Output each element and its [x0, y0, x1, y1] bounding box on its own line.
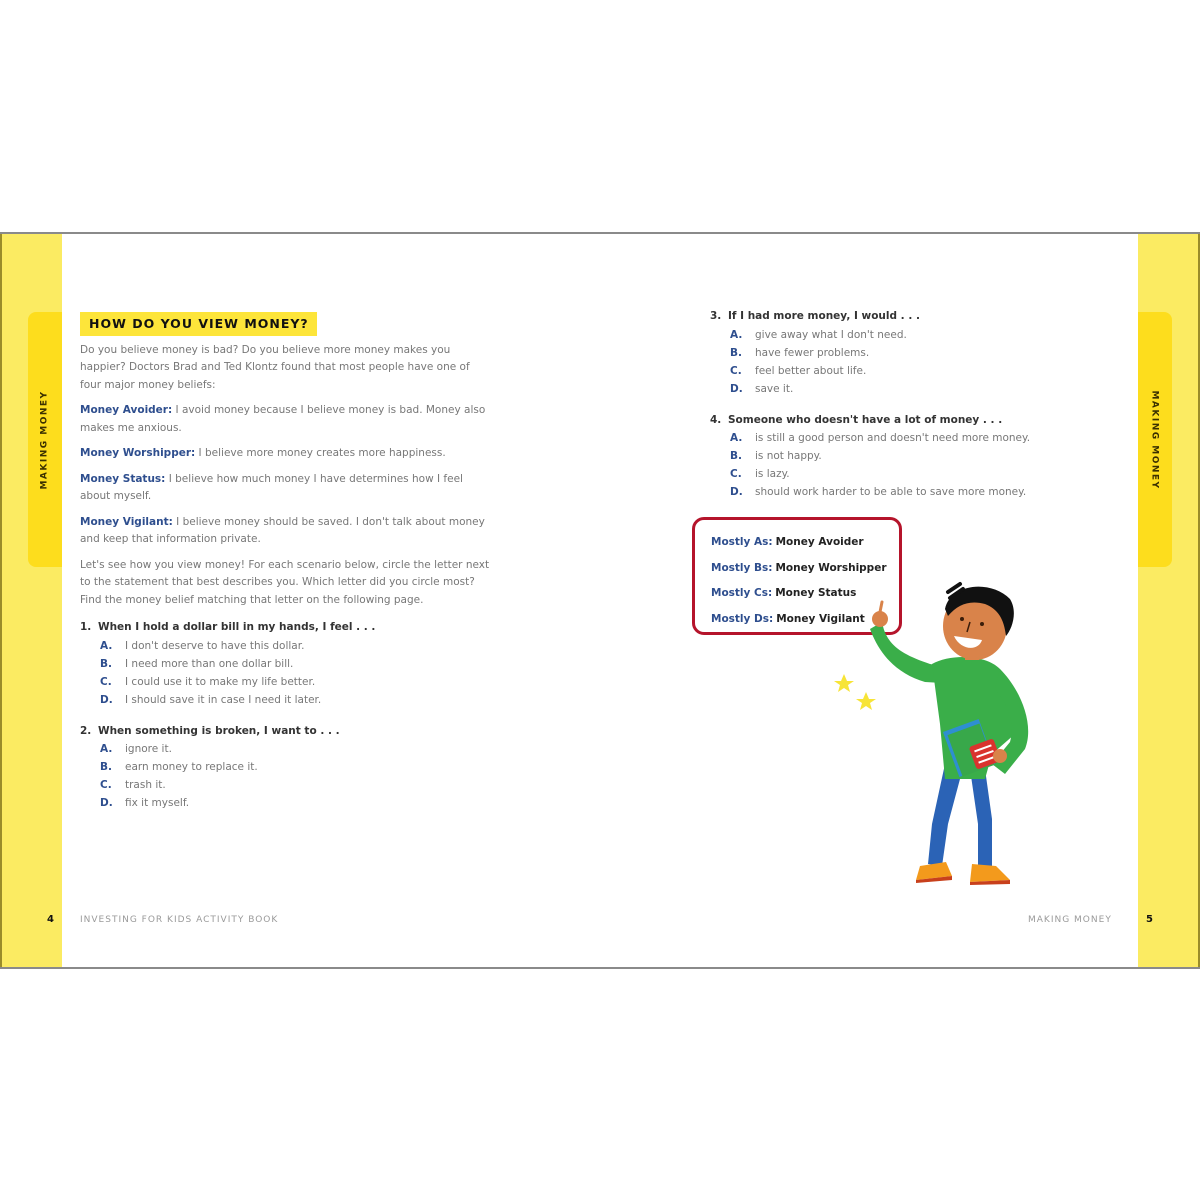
option-letter: C. [730, 468, 742, 480]
option-letter: D. [100, 797, 113, 809]
option-c[interactable] [710, 362, 1090, 380]
result-key: Mostly Ds: [711, 612, 774, 625]
option-letter: A. [730, 432, 743, 444]
belief-term: Money Status: [80, 472, 166, 485]
question-number: 1. [80, 621, 92, 633]
belief-money-worshipper [80, 445, 490, 463]
option-letter: B. [100, 657, 112, 670]
page-number-right: 5 [1146, 914, 1153, 925]
question-prompt [710, 308, 1090, 326]
sparkle-icon [834, 674, 876, 710]
page-number-left: 4 [47, 914, 54, 925]
option-letter: D. [100, 693, 113, 706]
option-a[interactable] [710, 429, 1090, 447]
option-text: I could use it to make my life better. [125, 675, 316, 688]
option-c[interactable] [80, 776, 490, 794]
option-text: is not happy. [755, 450, 822, 462]
option-b[interactable] [710, 447, 1090, 465]
option-letter: A. [730, 328, 743, 341]
belief-text: I avoid money because I believe money is bad. Money also makes me anxious. [80, 404, 486, 434]
option-d[interactable] [710, 380, 1090, 398]
question-prompt [80, 723, 490, 741]
belief-term: Money Worshipper: [80, 447, 196, 459]
option-letter: D. [730, 486, 743, 498]
question-4 [710, 412, 1090, 502]
option-letter: B. [100, 761, 112, 773]
right-page-content [710, 308, 1090, 501]
belief-text: I believe more money creates more happiness. [195, 447, 446, 459]
option-letter: B. [730, 346, 742, 359]
question-3 [710, 308, 1090, 398]
option-b[interactable] [710, 344, 1090, 362]
boy-illustration [820, 574, 1050, 914]
question-text: Someone who doesn't have a lot of money . . . [728, 413, 1003, 426]
result-key: Mostly Cs: [711, 587, 773, 599]
option-d[interactable] [80, 691, 490, 709]
belief-money-status [80, 471, 490, 506]
option-text: give away what I don't need. [755, 328, 907, 341]
option-text: trash it. [125, 779, 166, 791]
right-page-edge [1138, 234, 1200, 967]
option-text: earn money to replace it. [125, 761, 258, 773]
running-footer-left: INVESTING FOR KIDS ACTIVITY BOOK [80, 915, 279, 925]
running-footer-right: MAKING MONEY [1028, 915, 1112, 925]
question-text: If I had more money, I would . . . [728, 310, 920, 322]
belief-money-avoider [80, 402, 490, 437]
left-page-edge [0, 234, 62, 967]
option-text: I don't deserve to have this dollar. [125, 639, 305, 652]
option-c[interactable] [710, 465, 1090, 483]
belief-term: Money Vigilant: [80, 515, 173, 528]
instructions-paragraph: Let's see how you view money! For each scenario below, circle the letter next to the statement that best describes you. Which letter did you circle most? Find the money belief matching that letter on the following page. [80, 558, 490, 606]
option-text: is still a good person and doesn't need more money. [755, 432, 1031, 444]
section-heading: HOW DO YOU VIEW MONEY? [80, 312, 317, 336]
question-1 [80, 619, 490, 709]
option-text: I should save it in case I need it later. [125, 693, 322, 706]
belief-term: Money Avoider: [80, 404, 173, 416]
question-2 [80, 723, 490, 813]
result-key: Mostly Bs: [711, 561, 773, 574]
result-value: Money Avoider [775, 536, 864, 548]
chapter-tab-label: MAKING MONEY [1150, 389, 1161, 490]
question-text: When something is broken, I want to . . . [98, 724, 340, 737]
book-spread [0, 232, 1200, 969]
option-letter: C. [100, 779, 112, 791]
result-value: Money Status [775, 587, 857, 599]
result-mostly-as [711, 530, 899, 556]
belief-text: I believe how much money I have determines how I feel about myself. [80, 472, 463, 502]
option-letter: B. [730, 450, 742, 462]
question-number: 3. [710, 310, 722, 322]
option-d[interactable] [710, 483, 1090, 501]
question-number: 2. [80, 724, 92, 737]
result-value: Money Worshipper [775, 561, 887, 574]
chapter-tab-right [1138, 312, 1172, 567]
question-text: When I hold a dollar bill in my hands, I feel . . . [98, 621, 376, 633]
option-letter: D. [730, 382, 743, 395]
option-text: ignore it. [125, 743, 172, 755]
option-text: save it. [755, 382, 794, 395]
option-text: is lazy. [755, 468, 790, 480]
option-a[interactable] [710, 326, 1090, 344]
option-text: should work harder to be able to save more money. [755, 486, 1027, 498]
option-a[interactable] [80, 637, 490, 655]
left-page-content [80, 312, 490, 812]
option-text: I need more than one dollar bill. [125, 657, 294, 670]
result-key: Mostly As: [711, 536, 773, 548]
belief-money-vigilant [80, 514, 490, 549]
question-prompt [710, 412, 1090, 430]
option-text: feel better about life. [755, 364, 867, 377]
belief-text: I believe money should be saved. I don't talk about money and keep that information private. [80, 515, 485, 545]
chapter-tab-left [28, 312, 62, 567]
option-text: have fewer problems. [755, 346, 870, 359]
option-letter: A. [100, 743, 113, 755]
option-letter: C. [100, 675, 112, 688]
option-c[interactable] [80, 673, 490, 691]
option-d[interactable] [80, 794, 490, 812]
option-a[interactable] [80, 740, 490, 758]
chapter-tab-label: MAKING MONEY [40, 389, 51, 490]
option-letter: A. [100, 639, 113, 652]
option-b[interactable] [80, 758, 490, 776]
option-text: fix it myself. [125, 797, 190, 809]
result-value: Money Vigilant [776, 612, 865, 625]
question-number: 4. [710, 413, 722, 426]
intro-paragraph: Do you believe money is bad? Do you believe more money makes you happier? Doctors Brad and Ted Klontz found that most people have one of four major money beliefs: [80, 343, 470, 391]
question-prompt [80, 619, 490, 637]
option-b[interactable] [80, 655, 490, 673]
option-letter: C. [730, 364, 742, 377]
